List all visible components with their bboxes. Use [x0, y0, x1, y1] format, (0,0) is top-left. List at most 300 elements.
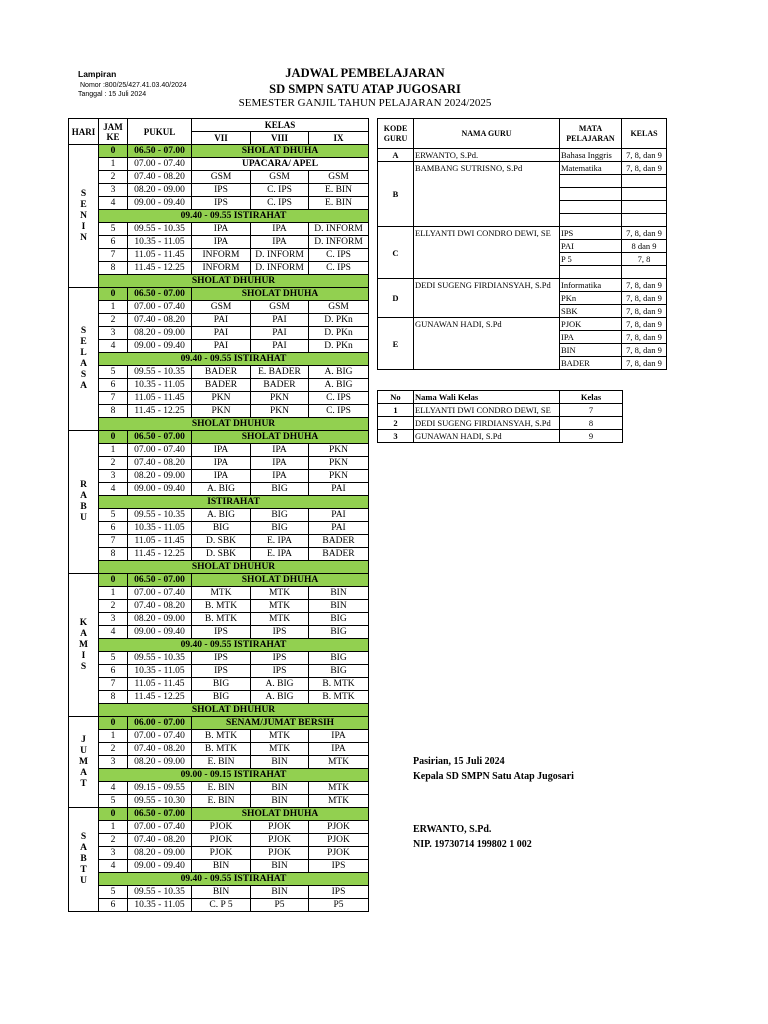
- schedule-row: [69, 704, 369, 717]
- mapel-cell: [560, 266, 622, 279]
- subject-cell: PAI: [309, 483, 369, 496]
- wali-kelas-cell: 8: [560, 417, 623, 430]
- subject-cell: BIG: [251, 509, 309, 522]
- nama-guru-cell: BAMBANG SUTRISNO, S.Pd: [414, 162, 560, 227]
- jam-cell: 5: [99, 223, 128, 236]
- subject-cell: IPS: [251, 665, 309, 678]
- subject-cell: PJOK: [251, 847, 309, 860]
- nama-guru-cell: DEDI SUGENG FIRDIANSYAH, S.Pd: [414, 279, 560, 318]
- jam-cell: 3: [99, 184, 128, 197]
- activity-cell: SHOLAT DHUHA: [192, 808, 369, 821]
- subject-cell: PJOK: [309, 834, 369, 847]
- subject-cell: E. BIN: [192, 795, 251, 808]
- break-row: 09.40 - 09.55 ISTIRAHAT: [99, 639, 369, 652]
- pukul-cell: 07.00 - 07.40: [128, 301, 192, 314]
- kode-guru-cell: C: [378, 227, 414, 279]
- pukul-cell: 10.35 - 11.05: [128, 236, 192, 249]
- subject-cell: IPA: [251, 223, 309, 236]
- mapel-cell: [560, 201, 622, 214]
- col-kode-header: KODE GURU: [378, 119, 414, 149]
- kelas-guru-cell: 7, 8, dan 9: [622, 149, 667, 162]
- schedule-row: [69, 379, 369, 392]
- subject-cell: B. MTK: [192, 743, 251, 756]
- schedule-row: [69, 171, 369, 184]
- pukul-cell: 10.35 - 11.05: [128, 899, 192, 912]
- subject-cell: BADER: [251, 379, 309, 392]
- col-kelas-vii: VII: [192, 132, 251, 145]
- mapel-cell: BADER: [560, 357, 622, 370]
- col-kelas-header: KELAS: [192, 119, 369, 132]
- subject-cell: IPA: [192, 223, 251, 236]
- schedule-table: [68, 118, 369, 912]
- col-nama-guru-header: NAMA GURU: [414, 119, 560, 149]
- subject-cell: E. BIN: [309, 197, 369, 210]
- jam-cell: 0: [99, 288, 128, 301]
- jam-cell: 0: [99, 431, 128, 444]
- col-wali-header: Nama Wali Kelas: [414, 391, 560, 404]
- pukul-cell: 09.00 - 09.40: [128, 340, 192, 353]
- activity-cell: SENAM/JUMAT BERSIH: [192, 717, 369, 730]
- pukul-cell: 09.00 - 09.40: [128, 626, 192, 639]
- pukul-cell: 09.55 - 10.35: [128, 366, 192, 379]
- teacher-row: [378, 162, 667, 175]
- schedule-row: [69, 652, 369, 665]
- pukul-cell: 08.20 - 09.00: [128, 470, 192, 483]
- subject-cell: MTK: [192, 587, 251, 600]
- subject-cell: D. PKn: [309, 327, 369, 340]
- subject-cell: PKN: [192, 405, 251, 418]
- subject-cell: IPA: [251, 444, 309, 457]
- break-row: 09.00 - 09.15 ISTIRAHAT: [99, 769, 369, 782]
- jam-cell: 5: [99, 886, 128, 899]
- schedule-row: [69, 678, 369, 691]
- subject-cell: C. IPS: [251, 197, 309, 210]
- schedule-row: [69, 821, 369, 834]
- subject-cell: D. INFORM: [251, 262, 309, 275]
- subject-cell: PAI: [192, 340, 251, 353]
- schedule-row: [69, 262, 369, 275]
- jam-cell: 4: [99, 483, 128, 496]
- pukul-cell: 07.40 - 08.20: [128, 600, 192, 613]
- subject-cell: P5: [251, 899, 309, 912]
- pukul-cell: 09.55 - 10.35: [128, 652, 192, 665]
- jam-cell: 4: [99, 340, 128, 353]
- subject-cell: BIN: [251, 756, 309, 769]
- mapel-cell: SBK: [560, 305, 622, 318]
- activity-cell: UPACARA/ APEL: [192, 158, 369, 171]
- schedule-row: [69, 613, 369, 626]
- subject-cell: BIN: [192, 860, 251, 873]
- schedule-row: [69, 431, 369, 444]
- schedule-row: [69, 184, 369, 197]
- schedule-row: [69, 691, 369, 704]
- jam-cell: 2: [99, 834, 128, 847]
- schedule-row: [69, 743, 369, 756]
- schedule-row: [69, 782, 369, 795]
- schedule-row: [69, 860, 369, 873]
- jam-cell: 5: [99, 795, 128, 808]
- mapel-cell: BIN: [560, 344, 622, 357]
- subject-cell: GSM: [251, 171, 309, 184]
- jam-cell: 0: [99, 717, 128, 730]
- subject-cell: BADER: [309, 548, 369, 561]
- tanggal-text: Tanggal : 15 Juli 2024: [78, 91, 147, 98]
- subject-cell: BIG: [251, 522, 309, 535]
- schedule-row: [69, 847, 369, 860]
- schedule-row: [69, 405, 369, 418]
- wali-nama-cell: GUNAWAN HADI, S.Pd: [414, 430, 560, 443]
- activity-cell: SHOLAT DHUHA: [192, 288, 369, 301]
- subject-cell: PAI: [251, 327, 309, 340]
- break-row: SHOLAT DHUHUR: [99, 275, 369, 288]
- mapel-cell: IPA: [560, 331, 622, 344]
- subject-cell: B. MTK: [192, 613, 251, 626]
- col-kelas-viii: VIII: [251, 132, 309, 145]
- subject-cell: PAI: [192, 327, 251, 340]
- wali-no-cell: 2: [378, 417, 414, 430]
- schedule-row: [69, 626, 369, 639]
- mapel-cell: PJOK: [560, 318, 622, 331]
- subject-cell: A. BIG: [192, 509, 251, 522]
- subject-cell: B. MTK: [309, 678, 369, 691]
- pukul-cell: 06.50 - 07.00: [128, 574, 192, 587]
- jam-cell: 3: [99, 847, 128, 860]
- signature-name: ERWANTO, S.Pd.: [413, 824, 492, 835]
- subject-cell: INFORM: [192, 249, 251, 262]
- subject-cell: D. INFORM: [309, 223, 369, 236]
- break-row: 09.40 - 09.55 ISTIRAHAT: [99, 210, 369, 223]
- subject-cell: E. IPA: [251, 548, 309, 561]
- subject-cell: GSM: [309, 301, 369, 314]
- wali-no-cell: 1: [378, 404, 414, 417]
- pukul-cell: 07.00 - 07.40: [128, 730, 192, 743]
- subject-cell: MTK: [251, 613, 309, 626]
- schedule-row: [69, 509, 369, 522]
- schedule-row: [69, 418, 369, 431]
- subject-cell: PAI: [309, 522, 369, 535]
- pukul-cell: 06.50 - 07.00: [128, 431, 192, 444]
- teacher-body: [378, 149, 667, 370]
- kelas-guru-cell: 7, 8, dan 9: [622, 292, 667, 305]
- day-label: S E N I N: [69, 145, 99, 288]
- kelas-guru-cell: [622, 214, 667, 227]
- schedule-row: [69, 730, 369, 743]
- semester-text: SEMESTER GANJIL TAHUN PELAJARAN 2024/2025: [238, 97, 492, 109]
- subject-cell: IPA: [251, 236, 309, 249]
- subject-cell: BIG: [251, 483, 309, 496]
- subject-cell: E. BADER: [251, 366, 309, 379]
- subject-cell: PJOK: [309, 847, 369, 860]
- pukul-cell: 07.00 - 07.40: [128, 444, 192, 457]
- jam-cell: 3: [99, 327, 128, 340]
- pukul-cell: 07.00 - 07.40: [128, 821, 192, 834]
- schedule-row: [69, 873, 369, 886]
- subject-cell: BADER: [309, 535, 369, 548]
- day-label: S E L A S A: [69, 288, 99, 431]
- subject-cell: BIN: [192, 886, 251, 899]
- subject-cell: MTK: [251, 743, 309, 756]
- homeroom-body: [378, 404, 623, 443]
- col-kelas-ix: IX: [309, 132, 369, 145]
- pukul-cell: 11.45 - 12.25: [128, 405, 192, 418]
- pukul-cell: 09.55 - 10.35: [128, 886, 192, 899]
- subject-cell: D. SBK: [192, 548, 251, 561]
- pukul-cell: 07.00 - 07.40: [128, 587, 192, 600]
- kelas-guru-cell: 7, 8, dan 9: [622, 344, 667, 357]
- pukul-cell: 07.40 - 08.20: [128, 743, 192, 756]
- col-pukul-header: PUKUL: [128, 119, 192, 145]
- nama-guru-cell: ERWANTO, S.Pd.: [414, 149, 560, 162]
- kelas-guru-cell: 7, 8, dan 9: [622, 318, 667, 331]
- subject-cell: BIG: [192, 522, 251, 535]
- mapel-cell: PKn: [560, 292, 622, 305]
- subject-cell: GSM: [192, 171, 251, 184]
- mapel-cell: Matematika: [560, 162, 622, 175]
- jam-cell: 6: [99, 379, 128, 392]
- activity-cell: SHOLAT DHUHA: [192, 431, 369, 444]
- kelas-guru-cell: [622, 175, 667, 188]
- jam-cell: 1: [99, 587, 128, 600]
- schedule-row: [69, 301, 369, 314]
- jam-cell: 6: [99, 522, 128, 535]
- kelas-guru-cell: 8 dan 9: [622, 240, 667, 253]
- kode-guru-cell: D: [378, 279, 414, 318]
- pukul-cell: 11.05 - 11.45: [128, 535, 192, 548]
- teacher-row: [378, 279, 667, 292]
- schedule-row: [69, 574, 369, 587]
- subject-cell: BIN: [309, 587, 369, 600]
- subject-cell: E. BIN: [192, 756, 251, 769]
- mapel-cell: Bahasa Inggris: [560, 149, 622, 162]
- subject-cell: BADER: [192, 366, 251, 379]
- subject-cell: PAI: [309, 509, 369, 522]
- break-row: ISTIRAHAT: [99, 496, 369, 509]
- teacher-row: [378, 318, 667, 331]
- subject-cell: IPS: [309, 860, 369, 873]
- jam-cell: 4: [99, 626, 128, 639]
- schedule-row: [69, 392, 369, 405]
- schedule-row: [69, 548, 369, 561]
- pukul-cell: 07.00 - 07.40: [128, 158, 192, 171]
- subject-cell: BIN: [251, 782, 309, 795]
- pukul-cell: 08.20 - 09.00: [128, 327, 192, 340]
- subject-cell: IPA: [192, 457, 251, 470]
- schedule-row: [69, 665, 369, 678]
- mapel-cell: [560, 214, 622, 227]
- kelas-guru-cell: 7, 8, dan 9: [622, 162, 667, 175]
- jam-cell: 0: [99, 574, 128, 587]
- pukul-cell: 08.20 - 09.00: [128, 613, 192, 626]
- subject-cell: D. INFORM: [251, 249, 309, 262]
- pukul-cell: 09.55 - 10.35: [128, 223, 192, 236]
- subject-cell: BIG: [309, 665, 369, 678]
- kelas-guru-cell: 7, 8, dan 9: [622, 357, 667, 370]
- subject-cell: PJOK: [251, 821, 309, 834]
- subject-cell: C. IPS: [309, 392, 369, 405]
- kode-guru-cell: A: [378, 149, 414, 162]
- subject-cell: PJOK: [251, 834, 309, 847]
- subject-cell: IPA: [309, 730, 369, 743]
- subject-cell: PAI: [192, 314, 251, 327]
- subject-cell: PKN: [309, 457, 369, 470]
- kelas-guru-cell: 7, 8, dan 9: [622, 279, 667, 292]
- jam-cell: 5: [99, 652, 128, 665]
- jam-cell: 0: [99, 145, 128, 158]
- jam-cell: 6: [99, 236, 128, 249]
- jam-cell: 5: [99, 366, 128, 379]
- jam-cell: 6: [99, 665, 128, 678]
- pukul-cell: 09.00 - 09.40: [128, 860, 192, 873]
- pukul-cell: 06.50 - 07.00: [128, 808, 192, 821]
- schedule-row: [69, 483, 369, 496]
- subject-cell: MTK: [309, 782, 369, 795]
- jam-cell: 3: [99, 470, 128, 483]
- subject-cell: E. BIN: [192, 782, 251, 795]
- subject-cell: IPA: [251, 457, 309, 470]
- schedule-row: [69, 457, 369, 470]
- subject-cell: BIG: [192, 678, 251, 691]
- jam-cell: 8: [99, 262, 128, 275]
- subject-cell: PJOK: [192, 847, 251, 860]
- pukul-cell: 10.35 - 11.05: [128, 522, 192, 535]
- schedule-body: [69, 145, 369, 912]
- signature-nip: NIP. 19730714 199802 1 002: [413, 839, 532, 850]
- pukul-cell: 06.50 - 07.00: [128, 145, 192, 158]
- subject-cell: C. P 5: [192, 899, 251, 912]
- subject-cell: MTK: [309, 795, 369, 808]
- day-label: S A B T U: [69, 808, 99, 912]
- jam-cell: 6: [99, 899, 128, 912]
- schedule-row: [69, 197, 369, 210]
- schedule-row: [69, 639, 369, 652]
- pukul-cell: 10.35 - 11.05: [128, 379, 192, 392]
- schedule-row: [69, 899, 369, 912]
- jam-cell: 1: [99, 821, 128, 834]
- mapel-cell: PAI: [560, 240, 622, 253]
- subject-cell: IPA: [192, 470, 251, 483]
- subject-cell: PJOK: [192, 834, 251, 847]
- kode-guru-cell: B: [378, 162, 414, 227]
- pukul-cell: 11.45 - 12.25: [128, 262, 192, 275]
- subject-cell: IPS: [309, 886, 369, 899]
- subject-cell: BIN: [251, 886, 309, 899]
- mapel-cell: P 5: [560, 253, 622, 266]
- subject-cell: E. IPA: [251, 535, 309, 548]
- subject-cell: IPA: [192, 236, 251, 249]
- subject-cell: IPA: [251, 470, 309, 483]
- schedule-row: [69, 314, 369, 327]
- school-name: SD SMPN SATU ATAP JUGOSARI: [269, 82, 461, 96]
- pukul-cell: 11.05 - 11.45: [128, 249, 192, 262]
- jam-cell: 1: [99, 301, 128, 314]
- jam-cell: 4: [99, 860, 128, 873]
- pukul-cell: 09.00 - 09.40: [128, 483, 192, 496]
- pukul-cell: 09.00 - 09.40: [128, 197, 192, 210]
- subject-cell: PAI: [251, 340, 309, 353]
- schedule-row: [69, 834, 369, 847]
- subject-cell: B. MTK: [192, 730, 251, 743]
- pukul-cell: 11.05 - 11.45: [128, 392, 192, 405]
- schedule-row: [69, 717, 369, 730]
- schedule-row: [69, 210, 369, 223]
- nama-guru-cell: ELLYANTI DWI CONDRO DEWI, SE: [414, 227, 560, 279]
- subject-cell: BADER: [192, 379, 251, 392]
- subject-cell: D. SBK: [192, 535, 251, 548]
- schedule-row: [69, 522, 369, 535]
- subject-cell: C. IPS: [309, 405, 369, 418]
- jam-cell: 1: [99, 158, 128, 171]
- subject-cell: PKN: [309, 470, 369, 483]
- subject-cell: INFORM: [192, 262, 251, 275]
- teacher-row: [378, 149, 667, 162]
- subject-cell: D. PKn: [309, 314, 369, 327]
- subject-cell: BIG: [309, 652, 369, 665]
- schedule-row: [69, 353, 369, 366]
- jam-cell: 4: [99, 197, 128, 210]
- schedule-row: [69, 535, 369, 548]
- wali-nama-cell: DEDI SUGENG FIRDIANSYAH, S.Pd: [414, 417, 560, 430]
- jam-cell: 2: [99, 314, 128, 327]
- kode-guru-cell: E: [378, 318, 414, 370]
- wali-nama-cell: ELLYANTI DWI CONDRO DEWI, SE: [414, 404, 560, 417]
- schedule-row: [69, 496, 369, 509]
- subject-cell: P5: [309, 899, 369, 912]
- jam-cell: 4: [99, 782, 128, 795]
- pukul-cell: 08.20 - 09.00: [128, 184, 192, 197]
- schedule-row: [69, 145, 369, 158]
- subject-cell: B. MTK: [192, 600, 251, 613]
- subject-cell: MTK: [251, 587, 309, 600]
- kelas-guru-cell: [622, 266, 667, 279]
- subject-cell: PKN: [192, 392, 251, 405]
- homeroom-row: [378, 430, 623, 443]
- schedule-row: [69, 236, 369, 249]
- jam-cell: 8: [99, 548, 128, 561]
- subject-cell: IPS: [192, 184, 251, 197]
- schedule-row: [69, 223, 369, 236]
- schedule-row: [69, 444, 369, 457]
- activity-cell: SHOLAT DHUHA: [192, 145, 369, 158]
- col-hari-header: HARI: [69, 119, 99, 145]
- kelas-guru-cell: [622, 201, 667, 214]
- kelas-guru-cell: 7, 8, dan 9: [622, 331, 667, 344]
- subject-cell: IPA: [192, 444, 251, 457]
- jam-cell: 7: [99, 535, 128, 548]
- subject-cell: E. BIN: [309, 184, 369, 197]
- break-row: SHOLAT DHUHUR: [99, 561, 369, 574]
- day-label: J U M A T: [69, 717, 99, 808]
- wali-kelas-cell: 7: [560, 404, 623, 417]
- subject-cell: IPS: [192, 665, 251, 678]
- teacher-row: [378, 227, 667, 240]
- subject-cell: B. MTK: [309, 691, 369, 704]
- pukul-cell: 08.20 - 09.00: [128, 756, 192, 769]
- jam-cell: 3: [99, 613, 128, 626]
- subject-cell: IPS: [192, 197, 251, 210]
- kelas-guru-cell: 7, 8, dan 9: [622, 227, 667, 240]
- schedule-row: [69, 808, 369, 821]
- pukul-cell: 08.20 - 09.00: [128, 847, 192, 860]
- schedule-row: [69, 886, 369, 899]
- lampiran-label: Lampiran: [78, 69, 117, 79]
- jam-cell: 2: [99, 171, 128, 184]
- pukul-cell: 10.35 - 11.05: [128, 665, 192, 678]
- subject-cell: GSM: [192, 301, 251, 314]
- subject-cell: D. PKn: [309, 340, 369, 353]
- kelas-guru-cell: [622, 188, 667, 201]
- activity-cell: SHOLAT DHUHA: [192, 574, 369, 587]
- subject-cell: C. IPS: [309, 249, 369, 262]
